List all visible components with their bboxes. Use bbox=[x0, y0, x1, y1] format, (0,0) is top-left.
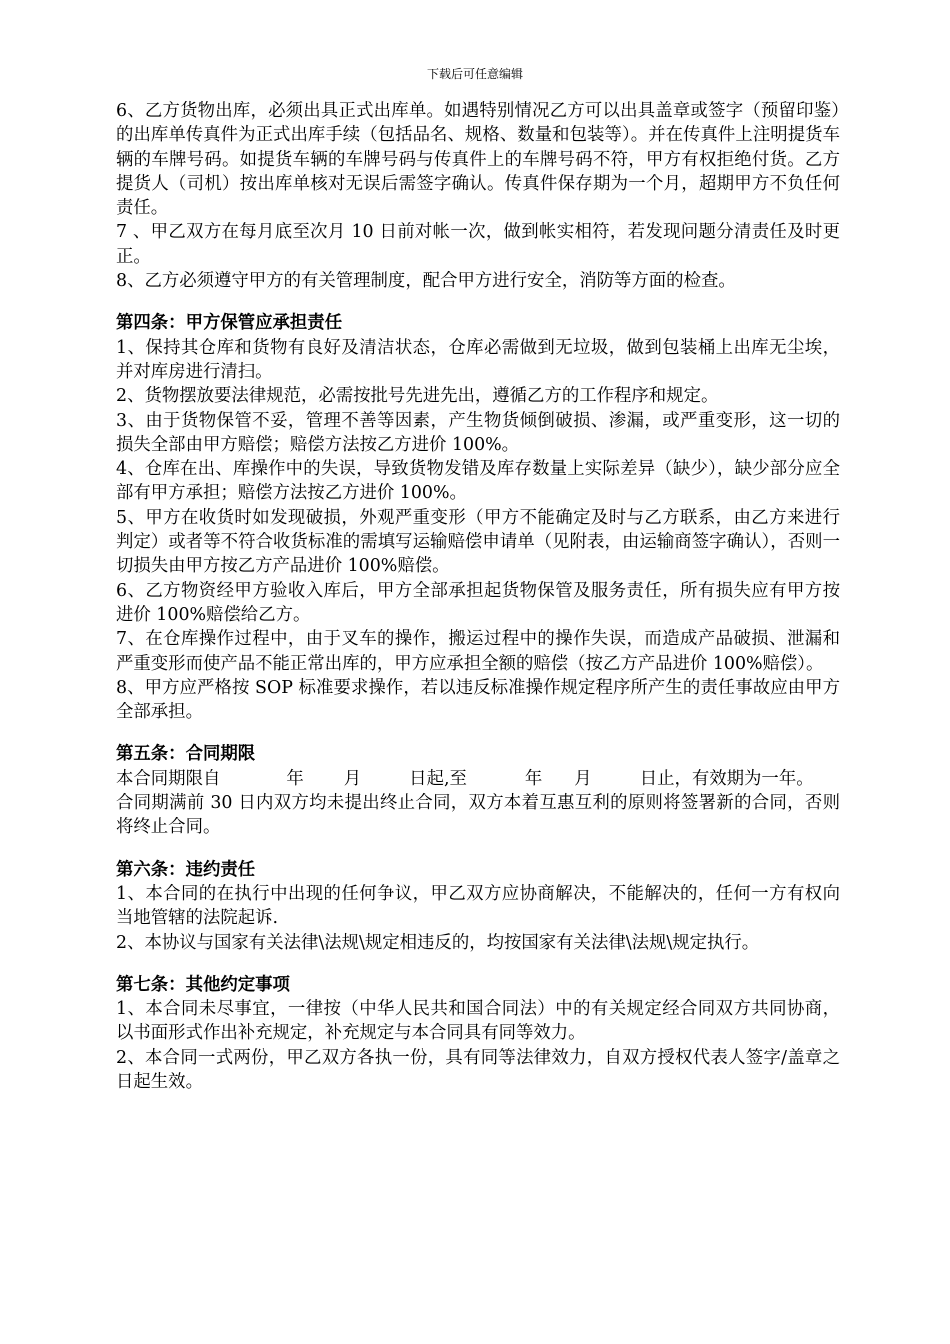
term-text: 本合同期限自 bbox=[116, 768, 221, 789]
intro-block bbox=[116, 99, 840, 293]
clause-paragraph: 1、本合同的在执行中出现的任何争议，甲乙双方应协商解决，不能解决的，任何一方有权向当地管辖的法院起诉. bbox=[116, 883, 840, 929]
section-title: 第五条：合同期限 bbox=[116, 744, 256, 765]
clause-paragraph: 8、甲方应严格按 SOP 标准要求操作，若以违反标准操作规定程序所产生的责任事故应由甲方全部承担。 bbox=[116, 677, 840, 723]
clause-paragraph: 7 、甲乙双方在每月底至次月 10 日前对帐一次，做到帐实相符，若发现问题分清责任及时更正。 bbox=[116, 222, 840, 267]
clause-paragraph: 6、乙方物资经甲方验收入库后，甲方全部承担起货物保管及服务责任，所有损失应有甲方按进价 100%赔偿给乙方。 bbox=[116, 580, 840, 625]
section-4 bbox=[116, 311, 840, 724]
document-body bbox=[116, 99, 840, 1094]
clause-paragraph: 3、由于货物保管不妥，管理不善等因素，产生物货倾倒破损、渗漏，或严重变形，这一切的损失全部由甲方赔偿；赔偿方法按乙方进价 100%。 bbox=[116, 410, 840, 455]
clause-paragraph: 8、乙方必须遵守甲方的有关管理制度，配合甲方进行安全，消防等方面的检查。 bbox=[116, 271, 736, 292]
section-title: 第六条：违约责任 bbox=[116, 859, 256, 880]
section-title: 第四条：甲方保管应承担责任 bbox=[116, 313, 343, 334]
term-text: 月 bbox=[574, 768, 592, 789]
clause-paragraph: 2、货物摆放要法律规范，必需按批号先进先出，遵循乙方的工作程序和规定。 bbox=[116, 386, 719, 407]
clause-paragraph: 7、在仓库操作过程中，由于叉车的操作，搬运过程中的操作失误，而造成产品破损、泄漏和严重变形而使产品不能正常出库的，甲方应承担全额的赔偿（按乙方产品进价 100%赔偿）。 bbox=[116, 629, 840, 674]
term-text: 日起,至 bbox=[409, 768, 467, 789]
section-7 bbox=[116, 973, 840, 1094]
contract-term-line bbox=[116, 767, 840, 791]
term-text: 年 bbox=[286, 768, 304, 789]
section-title: 第七条：其他约定事项 bbox=[116, 974, 290, 995]
term-text: 月 bbox=[343, 768, 362, 789]
clause-paragraph: 1、本合同未尽事宜，一律按（中华人民共和国合同法）中的有关规定经合同双方共同协商，以书面形式作出补充规定，补充规定与本合同具有同等效力。 bbox=[116, 999, 840, 1044]
clause-paragraph: 合同期满前 30 日内双方均未提出终止合同，双方本着互惠互利的原则将签署新的合同，否则将终止合同。 bbox=[116, 793, 840, 838]
clause-paragraph: 2、本合同一式两份，甲乙双方各执一份，具有同等法律效力，自双方授权代表人签字/盖章之日起生效。 bbox=[116, 1047, 840, 1092]
clause-paragraph: 1、保持其仓库和货物有良好及清洁状态，仓库必需做到无垃圾，做到包装桶上出库无尘埃，并对库房进行清扫。 bbox=[116, 337, 840, 382]
clause-paragraph: 6、乙方货物出库，必须出具正式出库单。如遇特别情况乙方可以出具盖章或签字（预留印鉴）的出库单传真件为正式出库手续（包括品名、规格、数量和包装等）。并在传真件上注明提货车辆的车牌号码。如提货车辆的车牌号码与传真件上的车牌号码不符，甲方有权拒绝付货。乙方提货人（司机）按出库单核对无误后需签字确认。传真件保存期为一个月，超期甲方不负任何责任。 bbox=[116, 101, 840, 219]
page-header: 下载后可任意编辑 bbox=[426, 67, 523, 81]
clause-paragraph: 2、本协议与国家有关法律\法规\规定相违反的，均按国家有关法律\法规\规定执行。 bbox=[116, 932, 760, 953]
clause-paragraph: 5、甲方在收货时如发现破损，外观严重变形（甲方不能确定及时与乙方联系，由乙方来进行判定）或者等不符合收货标准的需填写运输赔偿申请单（见附表，由运输商签字确认），否则一切损失由甲方按乙方产品进价 100%赔偿。 bbox=[116, 507, 840, 577]
section-6 bbox=[116, 858, 840, 955]
term-text: 日止，有效期为一年。 bbox=[639, 768, 814, 789]
term-text: 年 bbox=[524, 768, 543, 789]
clause-paragraph: 4、仓库在出、库操作中的失误，导致货物发错及库存数量上实际差异（缺少），缺少部分应全部有甲方承担；赔偿方法按乙方进价 100%。 bbox=[116, 459, 840, 504]
section-5 bbox=[116, 742, 840, 839]
